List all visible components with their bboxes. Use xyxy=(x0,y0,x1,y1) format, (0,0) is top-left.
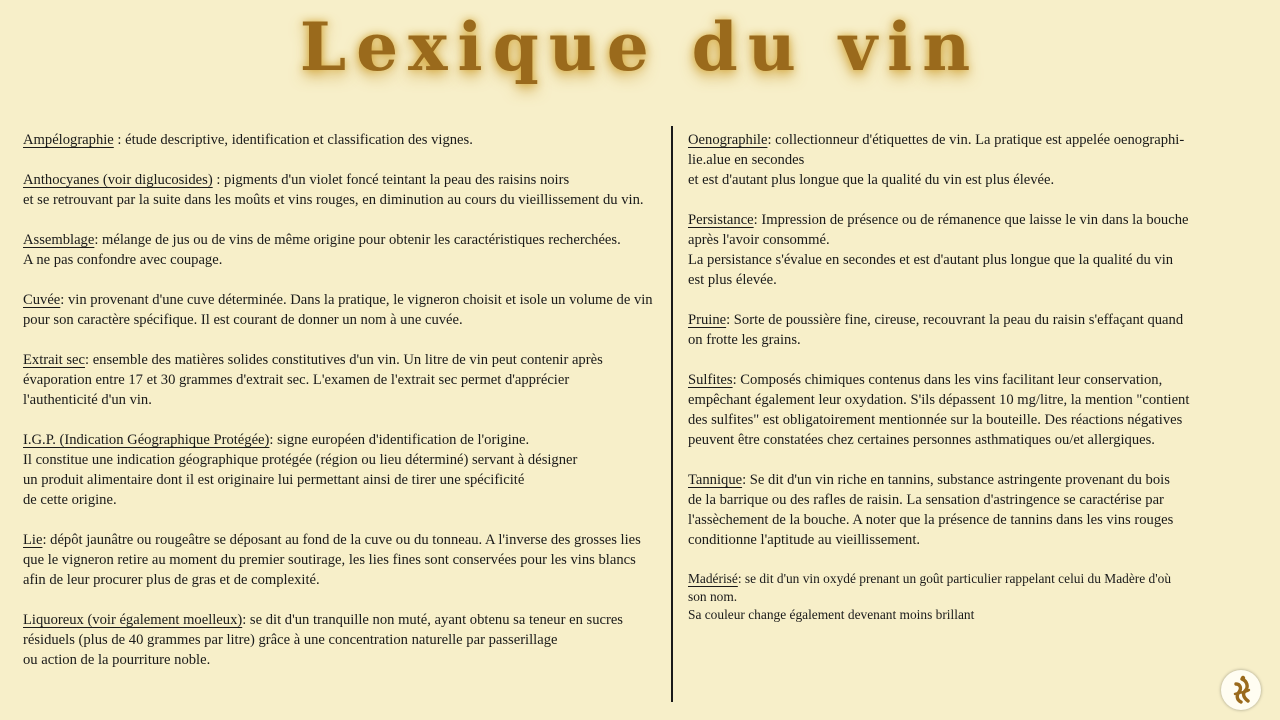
entry-text: : Impression de présence ou de rémanence que laisse le vin dans la bouche xyxy=(753,212,1189,228)
entry-term: Anthocyanes (voir diglucosides) xyxy=(23,172,213,188)
glossary-entry xyxy=(23,170,668,210)
entry-text: un produit alimentaire dont il est originaire lui permettant ainsi de tirer une spécificité xyxy=(23,472,525,488)
entry-text: A ne pas confondre avec coupage. xyxy=(23,252,223,268)
entry-text: : dépôt jaunâtre ou rougeâtre se déposant au fond de la cuve ou du tonneau. A l'inverse des grosses lies xyxy=(42,532,641,548)
glossary-entry xyxy=(23,290,668,330)
entry-term: Persistance xyxy=(688,212,754,228)
glossary-entry xyxy=(23,530,668,590)
glossary-entry xyxy=(688,130,1258,190)
entry-text: : collectionneur d'étiquettes de vin. La pratique est appelée oenographi- xyxy=(767,132,1185,148)
entry-term: Liquoreux (voir également moelleux) xyxy=(23,612,243,628)
entry-text: l'authenticité d'un vin. xyxy=(23,392,152,408)
column-divider xyxy=(671,126,673,702)
glossary-entry xyxy=(23,130,668,150)
entry-term: Lie xyxy=(23,532,43,548)
entry-text: est plus élevée. xyxy=(688,272,777,288)
glossary-entry xyxy=(688,570,1258,624)
entry-text: : signe européen d'identification de l'origine. xyxy=(269,432,530,448)
entry-term: Tannique xyxy=(688,472,743,488)
entry-text: des sulfites" est obligatoirement mentionnée sur la bouteille. Des réactions négatives xyxy=(688,412,1183,428)
entry-text: de cette origine. xyxy=(23,492,117,508)
entry-term: Oenographile xyxy=(688,132,768,148)
glossary-entry xyxy=(23,350,668,410)
entry-text: et se retrouvant par la suite dans les moûts et vins rouges, en diminution au cours du vieillissement du vin. xyxy=(23,192,644,208)
entry-text: : Composés chimiques contenus dans les vins facilitant leur conservation, xyxy=(732,372,1163,388)
entry-text: on frotte les grains. xyxy=(688,332,801,348)
page-title: Lexique du vin xyxy=(299,8,981,86)
entry-text: après l'avoir consommé. xyxy=(688,232,830,248)
entry-text: : Se dit d'un vin riche en tannins, substance astringente provenant du bois xyxy=(742,472,1170,488)
entry-text: : mélange de jus ou de vins de même origine pour obtenir les caractéristiques recherchées. xyxy=(94,232,621,248)
glossary-entry xyxy=(688,210,1258,290)
entry-text: empêchant également leur oxydation. S'ils dépassent 10 mg/litre, la mention "contient xyxy=(688,392,1190,408)
entry-text: conditionne l'aptitude au vieillissement. xyxy=(688,532,921,548)
entry-term: Sulfites xyxy=(688,372,733,388)
entry-text: évaporation entre 17 et 30 grammes d'extrait sec. L'examen de l'extrait sec permet d'apprécier xyxy=(23,372,570,388)
entry-text: lie.alue en secondes xyxy=(688,152,805,168)
entry-text: que le vigneron retire au moment du premier soutirage, les lies fines sont conservées pour les vins blancs xyxy=(23,552,636,568)
entry-term: Extrait sec xyxy=(23,352,85,368)
entry-text: l'assèchement de la bouche. A noter que la présence de tannins dans les vins rouges xyxy=(688,512,1174,528)
entry-text: : Sorte de poussière fine, cireuse, recouvrant la peau du raisin s'effaçant quand xyxy=(726,312,1184,328)
entry-term: Madérisé xyxy=(688,571,738,586)
entry-term: I.G.P. (Indication Géographique Protégée) xyxy=(23,432,270,448)
entry-term: Ampélographie xyxy=(23,132,114,148)
entry-text: Sa couleur change également devenant moins brillant xyxy=(688,607,975,622)
entry-text: de la barrique ou des rafles de raisin. La sensation d'astringence se caractérise par xyxy=(688,492,1164,508)
entry-text: : ensemble des matières solides constitutives d'un vin. Un litre de vin peut contenir après xyxy=(85,352,603,368)
entry-term: Pruine xyxy=(688,312,727,328)
entry-text: Il constitue une indication géographique protégée (région ou lieu déterminé) servant à désigner xyxy=(23,452,578,468)
glossary-entry xyxy=(688,370,1258,450)
entry-text: La persistance s'évalue en secondes et est d'autant plus longue que la qualité du vin xyxy=(688,252,1174,268)
entry-text: ou action de la pourriture noble. xyxy=(23,652,211,668)
entry-text: : se dit d'un vin oxydé prenant un goût particulier rappelant celui du Madère d'où xyxy=(737,571,1172,586)
entry-text: : vin provenant d'une cuve déterminée. Dans la pratique, le vigneron choisit et isole un volume de vin xyxy=(60,292,653,308)
entry-term: Cuvée xyxy=(23,292,61,308)
entry-text: : pigments d'un violet foncé teintant la peau des raisins noirs xyxy=(212,172,570,188)
entry-text: et est d'autant plus longue que la qualité du vin est plus élevée. xyxy=(688,172,1055,188)
entry-text: résiduels (plus de 40 grammes par litre) grâce à une concentration naturelle par passerillage xyxy=(23,632,558,648)
glossary-entry xyxy=(688,470,1258,550)
entry-term: Assemblage xyxy=(23,232,95,248)
grape-vine-logo-icon xyxy=(1221,670,1261,710)
glossary-entry xyxy=(688,310,1258,350)
entry-text: pour son caractère spécifique. Il est courant de donner un nom à une cuvée. xyxy=(23,312,463,328)
entry-text: son nom. xyxy=(688,589,738,604)
entry-text: peuvent être constatées chez certaines personnes asthmatiques ou/et allergiques. xyxy=(688,432,1155,448)
entry-text: : se dit d'un tranquille non muté, ayant obtenu sa teneur en sucres xyxy=(242,612,623,628)
glossary-entry xyxy=(23,610,668,670)
grape-vine-logo-icon xyxy=(1221,670,1261,710)
entry-text: : étude descriptive, identification et classification des vignes. xyxy=(113,132,473,148)
entry-text: afin de leur procurer plus de gras et de complexité. xyxy=(23,572,320,588)
glossary-entry xyxy=(23,430,668,510)
glossary-entry xyxy=(23,230,668,270)
left-column xyxy=(23,130,668,690)
right-column xyxy=(688,130,1258,644)
